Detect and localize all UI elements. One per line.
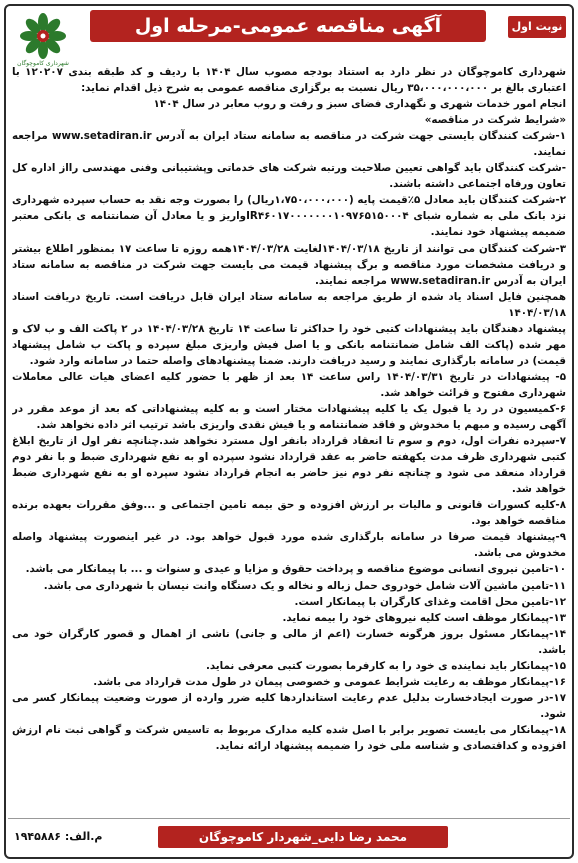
body-paragraph: ۱۷-در صورت ایجادخسارت بدلیل عدم رعایت استانداردها کلیه ضرر وارده از صورت وضعیت پیمانکار کسر می شود.	[12, 691, 566, 720]
body-paragraph: ۲-شرکت کنندگان باید معادل ۵٪قیمت پایه (۱،۷۵۰،۰۰۰،۰۰۰ریال) را بصورت وجه نقد به حساب سپرده شهرداری نزد بانک ملی به شماره شبای IR۴۶۰۱۷۰۰۰۰۰۰۰۱۰۹۷۶۵۱۵۰۰۰۴واریز و یا معادل آن ضمانتنامه ی بانکی معتبر ضمیمه پیشنهاد خود نمایند.	[12, 194, 566, 239]
body-paragraph: ۶-کمیسیون در رد یا قبول یک یا کلیه پیشنهادات مختار است و به کلیه پیشنهاداتی که بعد از موعد مقرر در آگهی رسیده و مبهم یا مخدوش و فاقد ضمانتنامه و یا فیش نقدی واریزی باشد ترتیب اثر داده نخواهد شد.	[12, 402, 566, 432]
body-paragraph: ۳-شرکت کنندگان می توانند از تاریخ ۱۴۰۴/۰۳/۱۸لغایت ۱۴۰۴/۰۳/۲۸همه روزه تا ساعت ۱۷ بمنظور اطلاع بیشتر و دریافت مشخصات مورد مناقصه و برگ پیشنهاد قیمت می بایست جهت شرکت در مناقصه به سامانه ستاد ایران به آدرس www.setadiran.ir مراجعه نمایند.	[12, 242, 566, 287]
body-paragraph: ۹-پیشنهاد قیمت صرفا در سامانه بارگذاری شده مورد قبول خواهد بود. در غیر اینصورت پیشنهاد واصله مخدوش می باشد.	[12, 531, 566, 560]
body-paragraph: همچنین فایل اسناد یاد شده از طریق مراجعه به سامانه ستاد ایران قابل دریافت است. تاریخ دریافت اسناد ۱۴۰۴/۰۳/۱۸	[12, 290, 566, 319]
body-paragraph: ۱۱-تامین ماشین آلات شامل خودروی حمل زباله و نخاله و یک دستگاه وانت نیسان با شهرداری می باشد.	[43, 579, 566, 592]
body-paragraph: -شرکت کنندگان باید گواهی تعیین صلاحیت ورتبه شرکت های خدماتی وپشتیبانی وفنی مهندسی رااز اداره کل تعاون ورفاه اجتماعی داشته باشند.	[12, 162, 566, 191]
logo-caption: شهرداری کاموچوگان	[17, 60, 69, 67]
body-paragraph: ۵- پیشنهادات در تاریخ ۱۴۰۴/۰۳/۳۱ راس ساعت ۱۴ بعد از ظهر با حضور کلیه اعضای هیات عالی معاملات شهرداری مفتوح و قرائت خواهد شد.	[12, 370, 566, 399]
municipality-logo	[12, 10, 74, 70]
body-paragraph: ۱۶-پیمانکار موظف به رعایت شرایط عمومی و خصوصی پیمان در طول مدت قرارداد می باشد.	[93, 675, 566, 688]
body-paragraph: ۱۵-پیمانکار باید نماینده ی خود را به کارفرما بصورت کتبی معرفی نماید.	[205, 659, 566, 672]
ad-title: آگهی مناقصه عمومی-مرحله اول	[90, 10, 486, 42]
turn-badge: نوبت اول	[508, 16, 566, 38]
body-paragraph: ۱۳-پیمانکار موظف است کلیه نیروهای خود را بیمه نماید.	[282, 611, 566, 624]
ad-footer	[8, 818, 570, 854]
footer-divider	[8, 818, 570, 819]
municipality-emblem-icon	[20, 13, 66, 59]
ad-code: م.الف: ۱۹۴۵۸۸۶	[14, 830, 103, 843]
body-paragraph: ۱۲-تامین محل اقامت وغذای کارگران با پیمانکار است.	[294, 595, 566, 608]
ad-header	[8, 8, 570, 72]
body-paragraph: شهرداری کاموچوگان در نظر دارد به استناد بودجه مصوب سال ۱۴۰۴ با ردیف و کد طبقه بندی ۱۲۰۲۰۷ با اعتباری بالغ بر ۳۵،۰۰۰،۰۰۰،۰۰۰ ریال نسبت به برگزاری مناقصه عمومی به شرح ذیل اقدام نماید:	[12, 66, 566, 95]
body-paragraph: ۱۸-پیمانکار می بایست تصویر برابر با اصل شده کلیه مدارک مربوط به تاسیس شرکت و گواهی ثبت نام ارزش افزوده و کداقتصادی و شناسه ملی خود را ضمیمه پیشنهاد ارائه نماید.	[12, 723, 566, 752]
signature-bar: محمد رضا دایی_شهردار کاموچوگان	[158, 826, 448, 848]
body-paragraph: «شرایط شرکت در مناقصه»	[424, 114, 566, 127]
body-paragraph: ۱۰-تامین نیروی انسانی موضوع مناقصه و پرداخت حقوق و مزایا و عیدی و سنوات و ... با پیمانکار می باشد.	[25, 563, 566, 576]
body-paragraph: ۷-سپرده نفرات اول، دوم و سوم تا انعقاد قرارداد بانفر اول مسترد نخواهد شد.چنانچه نفر اول از تاریخ ابلاغ کتبی شهرداری ظرف مدت یکهفته حاضر به عقد قرارداد نشود سپرده او به نفع شهرداری ضبط و با نفر دوم قرارداد منعقد می شود و چنانچه نفر دوم نیز حاضر به انجام قرارداد نشود سپرده او به نفع شهرداری ضبط خواهد شد.	[12, 435, 566, 496]
body-paragraph: انجام امور خدمات شهری و نگهداری فضای سبز و رفت و روب معابر در سال ۱۴۰۴	[153, 98, 566, 111]
ad-body	[12, 64, 566, 816]
body-paragraph: پیشنهاد دهندگان باید پیشنهادات کتبی خود را حداکثر تا ساعت ۱۴ تاریخ ۱۴۰۴/۰۳/۲۸ در ۲ پاکت الف و ب لاک و مهر شده (پاکت الف شامل ضمانتنامه بانکی و یا اصل فیش واریزی مبلغ سپرده و پاکت ب شامل پیشنهاد قیمت) در سامانه بارگذاری نمایند و رسید دریافت دارند. ضمنا پیشنهادهای واصله حتما در سامانه وارد شود.	[12, 322, 566, 367]
body-paragraph: ۱-شرکت کنندگان بایستی جهت شرکت در مناقصه به سامانه ستاد ایران به آدرس www.setadiran.ir مراجعه نمایند.	[12, 130, 566, 159]
body-paragraph: ۱۴-پیمانکار مسئول بروز هرگونه خسارت (اعم از مالی و جانی) ناشی از اهمال و قصور کارگران خود می باشد.	[12, 627, 566, 656]
body-paragraph: ۸-کلیه کسورات قانونی و مالیات بر ارزش افزوده و حق بیمه تامین اجتماعی و ...وفق مقررات بعهده برنده مناقصه خواهد بود.	[12, 499, 566, 528]
